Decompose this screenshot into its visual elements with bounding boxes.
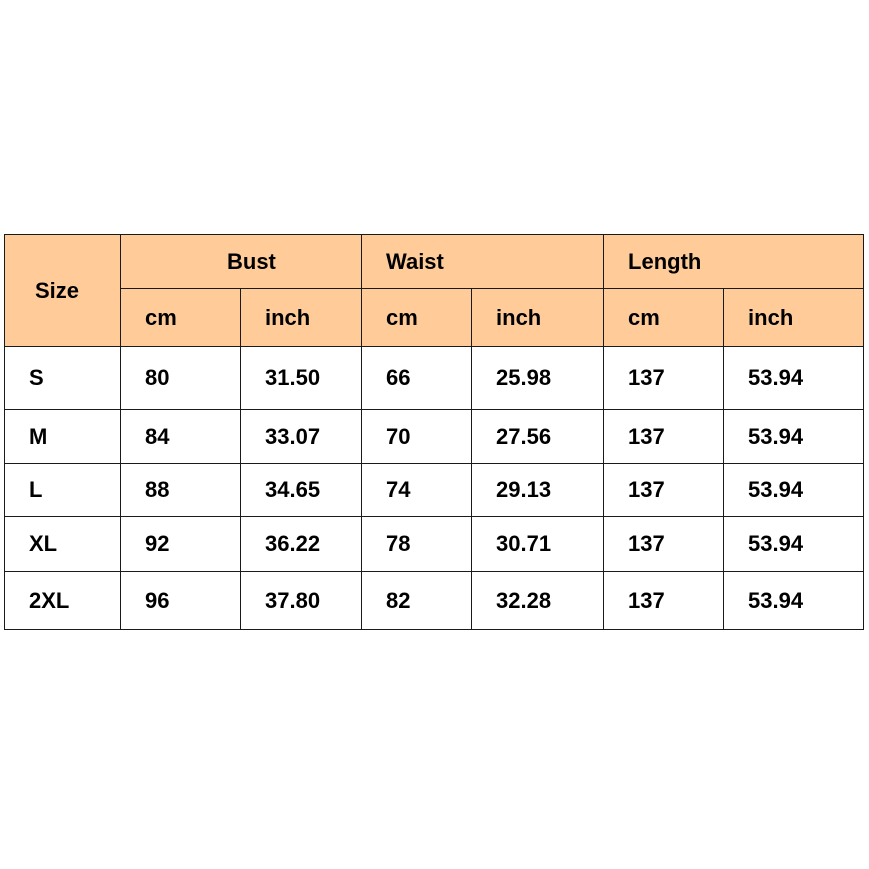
header-unit-length-cm: cm — [604, 289, 724, 347]
waist-cm-cell: 82 — [362, 572, 472, 630]
table-header — [5, 235, 864, 347]
waist-inch-cell: 29.13 — [472, 464, 604, 517]
size-cell: M — [5, 410, 121, 464]
waist-inch-cell: 27.56 — [472, 410, 604, 464]
header-unit-bust-cm: cm — [121, 289, 241, 347]
waist-inch-cell: 25.98 — [472, 347, 604, 410]
bust-cm-cell: 96 — [121, 572, 241, 630]
bust-inch-cell: 37.80 — [241, 572, 362, 630]
bust-cm-cell: 84 — [121, 410, 241, 464]
length-cm-cell: 137 — [604, 517, 724, 572]
header-unit-length-inch: inch — [724, 289, 864, 347]
length-inch-cell: 53.94 — [724, 347, 864, 410]
length-cm-cell: 137 — [604, 572, 724, 630]
waist-cm-cell: 78 — [362, 517, 472, 572]
header-bust: Bust — [121, 235, 362, 289]
size-cell: 2XL — [5, 572, 121, 630]
length-cm-cell: 137 — [604, 347, 724, 410]
bust-inch-cell: 34.65 — [241, 464, 362, 517]
table-row — [5, 572, 864, 630]
size-cell: L — [5, 464, 121, 517]
size-cell: S — [5, 347, 121, 410]
waist-cm-cell: 70 — [362, 410, 472, 464]
header-size: Size — [5, 235, 121, 347]
header-unit-waist-inch: inch — [472, 289, 604, 347]
size-cell: XL — [5, 517, 121, 572]
length-inch-cell: 53.94 — [724, 517, 864, 572]
header-row-groups — [5, 235, 864, 289]
bust-inch-cell: 33.07 — [241, 410, 362, 464]
header-waist: Waist — [362, 235, 604, 289]
waist-cm-cell: 74 — [362, 464, 472, 517]
header-unit-waist-cm: cm — [362, 289, 472, 347]
size-chart-table — [4, 234, 864, 630]
waist-inch-cell: 30.71 — [472, 517, 604, 572]
table-body — [5, 347, 864, 630]
bust-cm-cell: 88 — [121, 464, 241, 517]
bust-inch-cell: 31.50 — [241, 347, 362, 410]
table-row — [5, 347, 864, 410]
length-inch-cell: 53.94 — [724, 464, 864, 517]
length-inch-cell: 53.94 — [724, 410, 864, 464]
waist-cm-cell: 66 — [362, 347, 472, 410]
length-inch-cell: 53.94 — [724, 572, 864, 630]
length-cm-cell: 137 — [604, 464, 724, 517]
length-cm-cell: 137 — [604, 410, 724, 464]
table-row — [5, 464, 864, 517]
waist-inch-cell: 32.28 — [472, 572, 604, 630]
table-row — [5, 410, 864, 464]
header-unit-bust-inch: inch — [241, 289, 362, 347]
bust-cm-cell: 92 — [121, 517, 241, 572]
bust-inch-cell: 36.22 — [241, 517, 362, 572]
table-row — [5, 517, 864, 572]
header-row-units — [5, 289, 864, 347]
header-length: Length — [604, 235, 864, 289]
bust-cm-cell: 80 — [121, 347, 241, 410]
